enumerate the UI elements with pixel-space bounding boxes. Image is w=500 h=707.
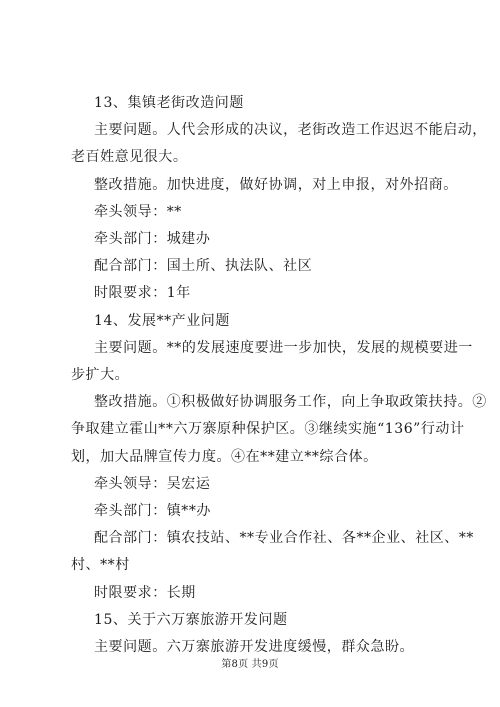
section-heading: 14、发展**产业问题 (94, 312, 230, 329)
section-heading: 15、关于六万寨旅游开发问题 (94, 611, 288, 628)
page-footer: 第8页 共9页 (221, 659, 279, 670)
paragraph-line: 整改措施。加快进度，做好协调，对上申报，对外招商。 (94, 176, 458, 193)
paragraph-line: 时限要求：1年 (94, 285, 191, 302)
section-heading: 13、集镇老街改造问题 (94, 95, 244, 111)
paragraph-line: 配合部门：镇农技站、**专业合作社、各**企业、社区、** (94, 530, 474, 547)
paragraph-line: 主要问题。人代会形成的决议，老街改造工作迟迟不能启动， (94, 122, 487, 139)
paragraph-line: 村、**村 (71, 557, 130, 574)
paragraph-line: 主要问题。六万寨旅游开发进度缓慢，群众急盼。 (94, 639, 415, 656)
paragraph-line: 步扩大。 (71, 367, 130, 384)
paragraph-line: 牵头部门：城建办 (94, 231, 211, 248)
document-body (71, 90, 487, 661)
paragraph-line: 老百姓意见很大。 (71, 149, 188, 166)
paragraph-line: 整改措施。①积极做好协调服务工作，向上争取政策扶持。② (94, 394, 487, 411)
paragraph-line: 争取建立霍山**六万寨原种保护区。③继续实施“136”行动计 (71, 421, 465, 438)
paragraph-line: 牵头部门：镇**办 (94, 503, 211, 520)
paragraph-line: 时限要求：长期 (94, 584, 196, 601)
paragraph-line: 主要问题。**的发展速度要进一步加快，发展的规模要进一 (94, 339, 473, 356)
paragraph-line: 配合部门：国土所、执法队、社区 (94, 258, 313, 275)
paragraph-line: 牵头领导：吴宏运 (94, 475, 211, 492)
paragraph-line: 划，加大品牌宣传力度。④在**建立**综合体。 (71, 448, 378, 465)
paragraph-line: 牵头领导：** (94, 203, 182, 220)
